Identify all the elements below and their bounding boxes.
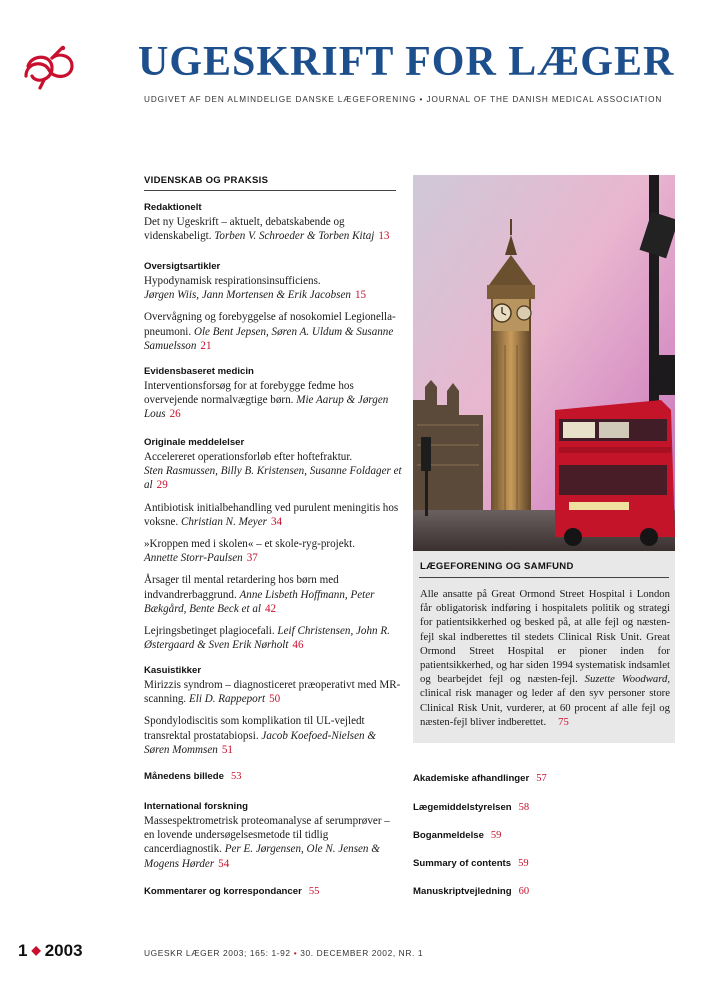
- serpent-staff-icon: [22, 44, 76, 90]
- toc-page-number: 55: [308, 886, 320, 897]
- toc-manuskriptvejledning[interactable]: Manuskriptvejledning 60: [413, 886, 530, 897]
- footer-citation: UGESKR LÆGER 2003; 165: 1-92 • 30. DECEMBER 2002, NR. 1: [144, 948, 424, 958]
- toc-page-number: 53: [230, 771, 242, 782]
- toc-authors: Per E. Jørgensen, Ole N. Jensen & Mogens Hørder: [144, 843, 380, 870]
- diamond-icon: ◆: [31, 943, 41, 957]
- toc-manedens-billede[interactable]: Månedens billede 53: [144, 771, 242, 782]
- masthead-title: UGESKRIFT FOR LÆGER: [138, 39, 675, 85]
- toc-group-originale: [144, 436, 402, 652]
- toc-entry[interactable]: Årsager til mental retardering hos børn med indvandrerbaggrund. Anne Lisbeth Hoffmann, Peter Bækgård, Bente Beck et al 42: [144, 574, 375, 615]
- toc-entry[interactable]: Interventionsforsøg for at forebygge fedme hos overvejende normalvægtige børn. Mie Aarup & Jørgen Lous 26: [144, 380, 389, 421]
- toc-authors: Mie Aarup & Jørgen Lous: [144, 394, 389, 421]
- toc-group-redaktionelt: [144, 201, 402, 243]
- sidebar-author: Suzette Woodward,: [584, 673, 671, 686]
- masthead-subtitle: UDGIVET AF DEN ALMINDELIGE DANSKE LÆGEFORENING • JOURNAL OF THE DANISH MEDICAL ASSOCIATION: [144, 95, 663, 104]
- toc-page-number: 57: [536, 773, 547, 784]
- toc-authors: Anne Lisbeth Hoffmann, Peter Bækgård, Bente Beck et al: [144, 588, 375, 615]
- toc-authors: Christian N. Meyer: [180, 515, 267, 528]
- toc-page-number: 42: [264, 602, 277, 615]
- sidebar-divider: [419, 577, 669, 578]
- sidebar-body[interactable]: Alle ansatte på Great Ormond Street Hospital i London får obligatorisk indføring i hospitalets politik og strategi for patientsikkerhed og besked på, at alle fejl og næsten-fejl skal indberettes til stedets Clinical Risk Unit. Great Ormond Street Hospital er pioner inden for patientsikkerhed, og har siden 1994 systematisk indsamlet og bearbejdet fejl og næsten-fejl. Suzette Woodward, clinical risk manager og leder af den syv personer store Clinical Risk Unit, vurderer, at 60 procent af alle fejl og næsten-fejl bliver indberettet. 75: [420, 588, 671, 728]
- toc-entry[interactable]: Mirizzis syndrom – diagnosticeret præoperativt med MR-scanning. Eli D. Rappeport 50: [144, 679, 401, 706]
- toc-authors: Torben V. Schroeder & Torben Kitaj: [214, 230, 375, 243]
- toc-page-number: 13: [378, 230, 390, 243]
- toc-page-number: 51: [221, 743, 233, 756]
- toc-authors: Eli D. Rappeport: [189, 693, 266, 706]
- toc-entry[interactable]: »Kroppen med i skolen« – et skole-ryg-projekt. Annette Storr-Paulsen 37: [144, 538, 356, 565]
- sidebar-heading: LÆGEFORENING OG SAMFUND: [420, 561, 574, 572]
- toc-page-number: 37: [246, 552, 258, 565]
- toc-authors: Leif Christensen, John R. Østergaard & Sven Erik Nørholt: [144, 625, 390, 652]
- toc-authors: Ole Bent Jepsen, Søren A. Uldum & Susanne Samuelsson: [144, 325, 394, 352]
- toc-entry[interactable]: Hypodynamisk respirationsinsufficiens. Jørgen Wiis, Jann Mortensen & Erik Jacobsen 15: [144, 275, 367, 302]
- toc-authors: Jacob Koefoed-Nielsen & Søren Mommsen: [144, 729, 376, 756]
- toc-page-number: 60: [518, 886, 530, 897]
- toc-entry[interactable]: Lejringsbetinget plagiocefali. Leif Christensen, John R. Østergaard & Sven Erik Nørholt 46: [144, 625, 390, 652]
- toc-page-number: 59: [518, 858, 529, 869]
- toc-page-number: 15: [354, 289, 367, 302]
- toc-page-number: 59: [490, 830, 502, 841]
- toc-category: International forskning: [144, 801, 248, 812]
- toc-category: Originale meddelelser: [144, 437, 245, 448]
- big-ben-red-bus-photo: [413, 175, 675, 551]
- toc-summary-of-contents[interactable]: Summary of contents 59: [413, 858, 529, 869]
- toc-boganmeldelse[interactable]: Boganmeldelse 59: [413, 830, 502, 841]
- toc-group-oversigtsartikler: [144, 260, 402, 353]
- bullet-icon: •: [293, 948, 298, 958]
- toc-page-number: 21: [200, 339, 212, 352]
- toc-entry[interactable]: Antibiotisk initialbehandling ved purulent meningitis hos voksne. Christian N. Meyer 34: [144, 501, 399, 528]
- issue-number: 1 ◆ 2003: [18, 941, 83, 960]
- toc-page-number: 46: [292, 639, 304, 652]
- toc-category: Evidensbaseret medicin: [144, 366, 254, 377]
- toc-entry[interactable]: Spondylodiscitis som komplikation til UL-vejledt transrektal prostatabiopsi. Jacob Koefoed-Nielsen & Søren Mommsen 51: [144, 715, 376, 756]
- toc-akademiske-afhandlinger[interactable]: Akademiske afhandlinger 57: [413, 773, 547, 784]
- toc-page-number: 75: [558, 715, 569, 728]
- toc-group-kasuistikker: [144, 664, 402, 757]
- toc-page-number: 54: [218, 857, 230, 870]
- toc-entry[interactable]: Det ny Ugeskrift – aktuelt, debatskabende og videnskabeligt. Torben V. Schroeder & Torben Kitaj 13: [144, 216, 390, 243]
- toc-page-number: 50: [269, 693, 281, 706]
- toc-authors: Sten Rasmussen, Billy B. Kristensen, Susanne Foldager et al: [144, 465, 402, 492]
- toc-authors: Jørgen Wiis, Jann Mortensen & Erik Jacobsen: [144, 289, 351, 302]
- toc-page-number: 34: [270, 515, 283, 528]
- toc-entry[interactable]: Overvågning og forebyggelse af nosokomiel Legionella-pneumoni. Ole Bent Jepsen, Søren A. Uldum & Susanne Samuelsson 21: [144, 311, 396, 352]
- toc-group-international: [144, 800, 402, 871]
- toc-page-number: 58: [518, 802, 530, 813]
- toc-kommentarer[interactable]: Kommentarer og korrespondancer 55: [144, 886, 320, 897]
- toc-page-number: 29: [156, 479, 168, 492]
- toc-entry[interactable]: Accelereret operationsforløb efter hoftefraktur. Sten Rasmussen, Billy B. Kristensen, Susanne Foldager et al 29: [144, 451, 402, 492]
- toc-authors: Annette Storr-Paulsen: [144, 552, 243, 565]
- toc-group-evidensbaseret: [144, 365, 402, 422]
- heading-divider: [144, 190, 396, 191]
- toc-category: Oversigtsartikler: [144, 261, 221, 272]
- toc-entry[interactable]: Massespektrometrisk proteomanalyse af serumprøver – en lovende undersøgelsesmetode til tidlig cancerdiagnostik. Per E. Jørgensen, Ole N. Jensen & Mogens Hørder 54: [144, 815, 390, 870]
- section-heading-videnskab: VIDENSKAB OG PRAKSIS: [144, 175, 269, 186]
- toc-category: Kasuistikker: [144, 665, 202, 676]
- toc-laegemiddelstyrelsen[interactable]: Lægemiddelstyrelsen 58: [413, 802, 530, 813]
- toc-page-number: 26: [169, 408, 181, 421]
- toc-category: Redaktionelt: [144, 202, 202, 213]
